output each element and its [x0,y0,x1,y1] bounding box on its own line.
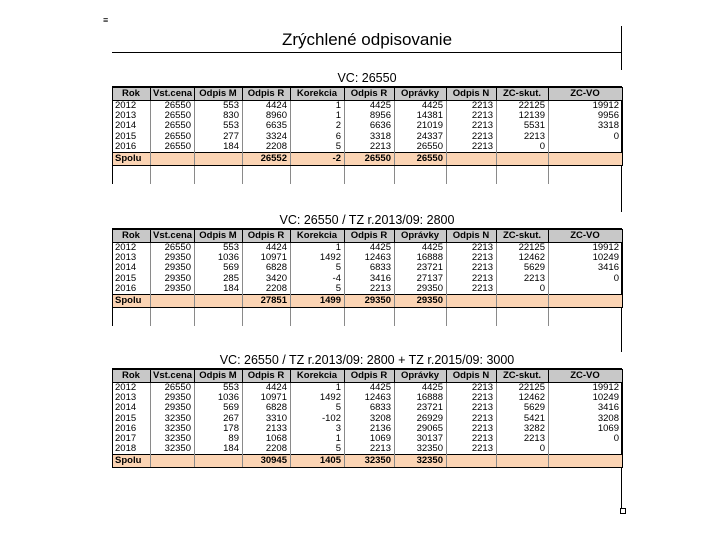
table-cell: 2213 [447,263,497,273]
table-cell: 32350 [151,424,195,434]
column-header: ZC-VO [549,370,623,383]
table-cell: 21019 [395,121,447,131]
table-cell: 1 [291,243,345,254]
total-row [113,295,623,308]
total-row [113,153,623,166]
table-cell: 2213 [345,284,395,295]
total-cell: 1405 [291,455,345,468]
column-header: Odpis R [345,88,395,101]
table-cell: 32350 [151,414,195,424]
total-cell [497,295,549,308]
table-cell: 6833 [345,403,395,413]
total-cell: 32350 [345,455,395,468]
table-cell: 12462 [497,393,549,403]
column-header: Rok [113,88,151,101]
header-row [113,230,623,243]
column-line [242,166,243,184]
table-block-1 [112,70,622,184]
table-cell: 2213 [447,383,497,394]
table-cell: 26550 [395,142,447,153]
total-label: Spolu [113,153,151,166]
table-cell: 12463 [345,393,395,403]
column-line [548,308,549,326]
table-cell: 10249 [549,253,623,263]
table-cell: 569 [195,263,243,273]
table-cell: 8956 [345,111,395,121]
table-cell: 32350 [151,444,195,455]
table-cell: 2213 [447,403,497,413]
column-line [496,308,497,326]
table-cell: 29350 [151,274,195,284]
total-cell: 27851 [243,295,291,308]
table-cell [549,284,623,295]
table-cell: 16888 [395,393,447,403]
table-row [113,132,623,142]
table-cell: 2014 [113,121,151,131]
table-row [113,424,623,434]
column-header: Vst.cena [151,88,195,101]
table-cell [549,444,623,455]
table-cell: 5629 [497,403,549,413]
table-cell: 26550 [151,121,195,131]
total-cell [447,295,497,308]
table-cell: 3416 [549,403,623,413]
table-cell: 2016 [113,284,151,295]
table-cell: 4425 [345,243,395,254]
table-cell: 6828 [243,263,291,273]
column-header: Vst.cena [151,370,195,383]
column-header: Korekcia [291,370,345,383]
table-block-3 [112,352,622,468]
column-header: Rok [113,230,151,243]
table-cell: 2213 [497,132,549,142]
table-cell: 29065 [395,424,447,434]
table-cell: 6 [291,132,345,142]
table-cell: 2013 [113,253,151,263]
total-cell [151,153,195,166]
total-cell: 29350 [395,295,447,308]
table-cell: 9956 [549,111,623,121]
total-label: Spolu [113,455,151,468]
table-cell: 2213 [447,142,497,153]
table-cell: 19912 [549,383,623,394]
table-cell: 2015 [113,274,151,284]
table-row [113,111,623,121]
column-line [394,308,395,326]
table-cell: 19912 [549,243,623,254]
column-header: Oprávky [395,88,447,101]
total-cell: 26550 [395,153,447,166]
table-cell: 5 [291,142,345,153]
column-header: Rok [113,370,151,383]
column-line [548,166,549,184]
table-cell: 2208 [243,284,291,295]
table-cell: 4425 [395,101,447,112]
table-cell: 2012 [113,101,151,112]
table-cell: 0 [549,274,623,284]
header-row [113,370,623,383]
table-cell: 89 [195,434,243,444]
table-cell: 2213 [447,243,497,254]
table-cell: 16888 [395,253,447,263]
table-cell: 1069 [345,434,395,444]
table-cell: 2213 [447,132,497,142]
table-cell: 2136 [345,424,395,434]
table-cell: 277 [195,132,243,142]
table-cell: 3 [291,424,345,434]
table-cell: 29350 [151,393,195,403]
total-cell [549,455,623,468]
table-cell: 22125 [497,383,549,394]
table-cell: 1068 [243,434,291,444]
table-cell: 29350 [151,253,195,263]
table-cell: 4425 [345,383,395,394]
table-cell: 1069 [549,424,623,434]
table-block-2 [112,212,622,326]
table-cell: 184 [195,444,243,455]
total-cell: 26550 [345,153,395,166]
table-cell: 569 [195,403,243,413]
table-cell: 3416 [549,263,623,273]
table-cell: 3324 [243,132,291,142]
column-header: Odpis R [345,370,395,383]
table-row [113,101,623,112]
table-cell: 2018 [113,444,151,455]
depreciation-table [112,369,623,468]
table-cell: 2133 [243,424,291,434]
total-cell [497,455,549,468]
table-cell: 4425 [345,101,395,112]
table-title: VC: 26550 / TZ r.2013/09: 2800 + TZ r.2015/09: 3000 [112,352,622,369]
table-cell: 2213 [447,253,497,263]
table-cell: 6635 [243,121,291,131]
table-cell: 1036 [195,253,243,263]
column-line [496,166,497,184]
table-cell: 2213 [447,444,497,455]
column-line [194,166,195,184]
table-cell: 32350 [151,434,195,444]
table-cell: 5 [291,403,345,413]
table-cell: 3282 [497,424,549,434]
table-cell: 26550 [151,142,195,153]
table-row [113,274,623,284]
table-cell: 267 [195,414,243,424]
table-cell: 1492 [291,253,345,263]
column-header: ZC-skut. [497,230,549,243]
table-cell: 0 [497,142,549,153]
column-line [446,308,447,326]
table-cell: 2016 [113,424,151,434]
column-line [242,308,243,326]
table-cell: 2013 [113,111,151,121]
total-cell: 1499 [291,295,345,308]
table-cell: 26550 [151,383,195,394]
table-cell: 1 [291,101,345,112]
column-header: Odpis M [195,88,243,101]
table-cell: 0 [549,132,623,142]
table-cell: 24337 [395,132,447,142]
total-cell [497,153,549,166]
table-cell: 830 [195,111,243,121]
column-header: Odpis N [447,370,497,383]
table-cell: 3318 [345,132,395,142]
table-cell: 3208 [345,414,395,424]
column-line [446,166,447,184]
column-header: Vst.cena [151,230,195,243]
column-header: Odpis M [195,370,243,383]
table-cell: 32350 [395,444,447,455]
table-row [113,403,623,413]
table-cell [549,142,623,153]
table-cell: 2012 [113,383,151,394]
table-cell: 8960 [243,111,291,121]
total-cell [195,153,243,166]
table-row [113,444,623,455]
column-line [344,308,345,326]
table-cell: 10971 [243,393,291,403]
column-header: Odpis N [447,88,497,101]
table-cell: 553 [195,243,243,254]
total-cell: -2 [291,153,345,166]
total-cell [447,455,497,468]
table-row [113,263,623,273]
table-cell: 26550 [151,101,195,112]
table-cell: 2213 [497,434,549,444]
column-header: ZC-VO [549,230,623,243]
table-cell: -102 [291,414,345,424]
column-line [290,166,291,184]
table-cell: 5531 [497,121,549,131]
table-cell: 14381 [395,111,447,121]
table-cell: 5 [291,284,345,295]
table-row [113,253,623,263]
table-cell: 10249 [549,393,623,403]
depreciation-table [112,229,623,308]
table-cell: 27137 [395,274,447,284]
table-spacer [112,308,622,326]
table-cell: 2017 [113,434,151,444]
table-cell: 2013 [113,393,151,403]
column-line [150,166,151,184]
table-cell: 2213 [447,434,497,444]
header-row [113,88,623,101]
table-row [113,284,623,295]
table-cell: 2213 [447,414,497,424]
column-line [394,166,395,184]
table-cell: 2015 [113,132,151,142]
total-cell: 29350 [345,295,395,308]
table-cell: 3310 [243,414,291,424]
column-header: Odpis R [243,230,291,243]
table-cell: 5629 [497,263,549,273]
table-cell: 2014 [113,403,151,413]
table-cell: 0 [549,434,623,444]
table-cell: 5 [291,444,345,455]
table-cell: 30137 [395,434,447,444]
table-cell: 2213 [497,274,549,284]
table-cell: 553 [195,383,243,394]
table-cell: 2016 [113,142,151,153]
table-cell: 4424 [243,101,291,112]
column-header: Odpis R [345,230,395,243]
page-title: Zrýchlené odpisovanie [281,30,453,49]
table-spacer [112,166,622,184]
table-cell: 2213 [447,393,497,403]
table-cell: 1492 [291,393,345,403]
table-cell: 184 [195,284,243,295]
table-cell: 6636 [345,121,395,131]
table-cell: 6833 [345,263,395,273]
table-row [113,121,623,131]
column-header: ZC-skut. [497,370,549,383]
table-cell: 2208 [243,444,291,455]
table-cell: 12463 [345,253,395,263]
table-cell: 12462 [497,253,549,263]
table-cell: 2213 [447,111,497,121]
total-cell [151,295,195,308]
column-line [290,308,291,326]
table-cell: 3416 [345,274,395,284]
total-cell: 26552 [243,153,291,166]
column-header: Odpis M [195,230,243,243]
corner-mark-icon: ≡ [103,15,109,25]
table-cell: 22125 [497,101,549,112]
table-cell: 285 [195,274,243,284]
table-cell: 26550 [151,243,195,254]
table-cell: 3318 [549,121,623,131]
table-cell: 4424 [243,243,291,254]
table-title: VC: 26550 / TZ r.2013/09: 2800 [112,212,622,229]
table-row [113,414,623,424]
table-row [113,393,623,403]
column-header: Odpis R [243,370,291,383]
table-row [113,243,623,254]
table-cell: 5 [291,263,345,273]
table-cell: 2015 [113,414,151,424]
title-underline [112,52,622,53]
total-row [113,455,623,468]
table-cell: 26929 [395,414,447,424]
column-header: Oprávky [395,230,447,243]
table-cell: 184 [195,142,243,153]
total-cell: 30945 [243,455,291,468]
table-cell: 553 [195,101,243,112]
table-cell: 3420 [243,274,291,284]
column-header: Korekcia [291,230,345,243]
column-line [150,308,151,326]
table-cell: 4424 [243,383,291,394]
table-cell: 22125 [497,243,549,254]
table-cell: 26550 [151,132,195,142]
total-cell [151,455,195,468]
table-cell: 1 [291,434,345,444]
total-cell [447,153,497,166]
table-cell: 29350 [151,284,195,295]
table-cell: 2213 [447,424,497,434]
table-cell: 2213 [345,142,395,153]
table-row [113,434,623,444]
table-cell: 10971 [243,253,291,263]
table-cell: 4425 [395,243,447,254]
table-cell: 553 [195,121,243,131]
table-cell: 2012 [113,243,151,254]
table-cell: 29350 [151,403,195,413]
column-line [194,308,195,326]
table-cell: -4 [291,274,345,284]
total-cell [195,455,243,468]
column-line [344,166,345,184]
total-cell: 32350 [395,455,447,468]
table-cell: 6828 [243,403,291,413]
table-cell: 4425 [395,383,447,394]
table-cell: 12139 [497,111,549,121]
table-cell: 29350 [395,284,447,295]
table-cell: 2 [291,121,345,131]
total-cell [549,153,623,166]
table-cell: 23721 [395,263,447,273]
table-cell: 23721 [395,403,447,413]
table-cell: 2014 [113,263,151,273]
table-cell: 26550 [151,111,195,121]
table-cell: 2213 [447,121,497,131]
table-cell: 2213 [447,101,497,112]
table-cell: 2208 [243,142,291,153]
column-header: Odpis R [243,88,291,101]
column-header: Oprávky [395,370,447,383]
table-cell: 1036 [195,393,243,403]
depreciation-table [112,87,623,166]
table-cell: 1 [291,111,345,121]
column-header: Korekcia [291,88,345,101]
table-cell: 19912 [549,101,623,112]
column-header: Odpis N [447,230,497,243]
table-row [113,383,623,394]
table-cell: 3208 [549,414,623,424]
table-cell: 0 [497,444,549,455]
table-cell: 2213 [345,444,395,455]
table-row [113,142,623,153]
table-cell: 29350 [151,263,195,273]
table-cell: 1 [291,383,345,394]
table-cell: 178 [195,424,243,434]
total-cell [195,295,243,308]
column-header: ZC-skut. [497,88,549,101]
table-title: VC: 26550 [112,70,622,87]
table-cell: 0 [497,284,549,295]
table-cell: 2213 [447,284,497,295]
total-cell [549,295,623,308]
end-marker-icon [620,508,626,514]
total-label: Spolu [113,295,151,308]
table-cell: 2213 [447,274,497,284]
column-header: ZC-VO [549,88,623,101]
table-cell: 5421 [497,414,549,424]
